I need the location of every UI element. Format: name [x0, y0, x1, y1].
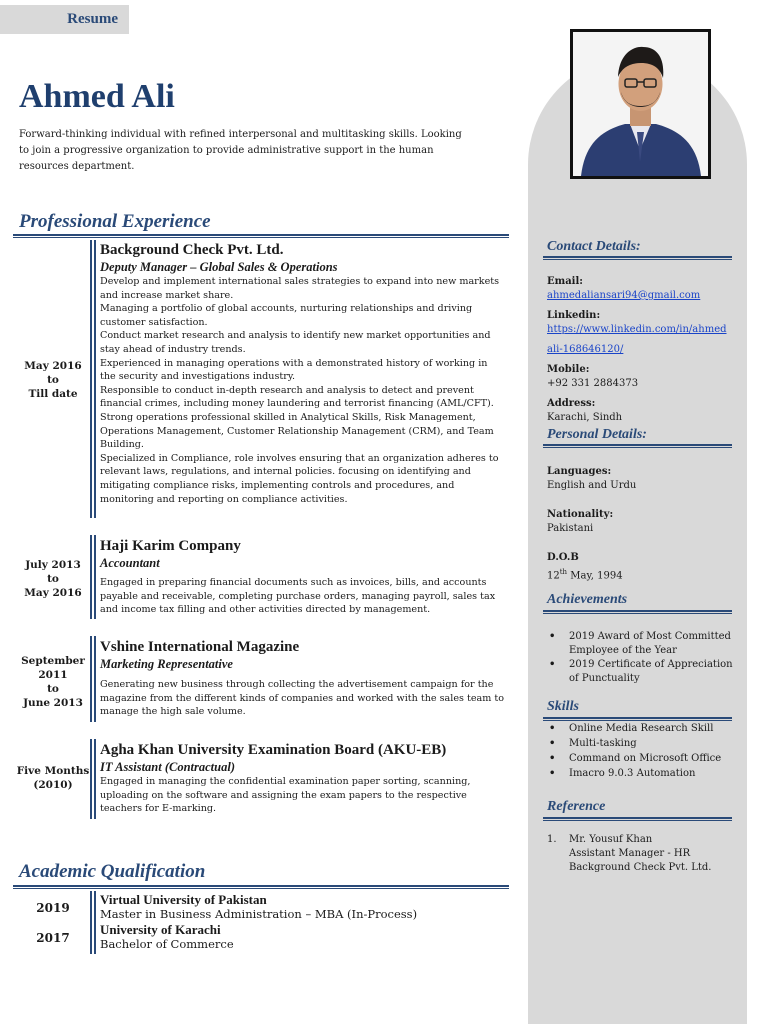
job-entry	[0, 739, 510, 819]
personal-title: Personal Details:	[547, 427, 647, 442]
summary: Forward-thinking individual with refined interpersonal and multitasking skills. Looking to join a progressive organization to provide administrative support in the human resources department.	[19, 129, 462, 172]
desc-line: Conduct market research and analysis to identify new market opportunities and stay ahead of industry trends.	[100, 330, 491, 355]
profile-photo	[570, 29, 711, 179]
desc-line: Strong operations professional skilled in Analytical Skills, Risk Management, Operations Management, Customer Relationship Management (CRM), and Team Building.	[100, 411, 494, 451]
achievement-item: • 2019 Award of Most Committed Employee of the Year	[547, 630, 737, 658]
reference-list	[547, 833, 737, 875]
contact-divider	[543, 256, 732, 260]
languages-value: English and Urdu	[547, 480, 637, 491]
address-label: Address:	[547, 398, 596, 409]
job-dates	[14, 764, 92, 792]
desc-line: Develop and implement international sales strategies to expand into new markets and increase market share.	[100, 276, 500, 301]
reference-title: Reference	[547, 799, 606, 814]
email-label: Email:	[547, 276, 583, 287]
experience-title: Professional Experience	[19, 211, 211, 232]
skills-title: Skills	[547, 699, 579, 714]
mobile-label: Mobile:	[547, 364, 590, 375]
company-name: Haji Karim Company	[100, 538, 241, 554]
date-from: May 2016	[24, 360, 82, 372]
personal-details	[547, 465, 737, 583]
candidate-name: Ahmed Ali	[19, 78, 175, 115]
job-entry	[0, 240, 510, 518]
job-rule	[90, 240, 96, 518]
job-rule	[90, 636, 96, 722]
company-name: Vshine International Magazine	[100, 639, 300, 655]
job-body	[100, 241, 505, 506]
job-body	[100, 537, 505, 617]
resume-tab	[0, 5, 129, 34]
job-body	[100, 638, 505, 719]
dob-value	[547, 565, 737, 583]
job-rule	[90, 739, 96, 819]
desc-line: Specialized in Compliance, role involves ensuring that an organization adheres to relevant laws, regulations, and internal policies. focusing on identifying and mitigating compliance risks, implementing controls and procedures, and monitoring and reporting on compliance activities.	[100, 452, 499, 505]
desc-line: Engaged in preparing financial documents such as invoices, bills, and accounts payable and receivable, completing purchase orders, managing payroll, sales tax and income tax filling and other activities directed by management.	[100, 577, 496, 616]
date-from: September 2011	[21, 655, 85, 681]
date-sep: to	[47, 374, 59, 386]
linkedin-link-cont[interactable]: ali-168646120/	[547, 344, 624, 355]
job-role: IT Assistant (Contractual)	[100, 760, 235, 774]
job-role: Marketing Representative	[100, 657, 233, 671]
skill-item: • Multi-tasking	[547, 737, 737, 751]
skill-item: • Imacro 9.0.3 Automation	[547, 767, 737, 781]
skill-item: • Online Media Research Skill	[547, 722, 737, 736]
education-entry	[100, 892, 505, 922]
address-value: Karachi, Sindh	[547, 412, 623, 423]
mobile-value: +92 331 2884373	[547, 378, 639, 389]
desc-line: Generating new business through collecting the advertisement campaign for the magazine from the different kinds of companies and worked with the sales team to manage the high sale volume.	[100, 679, 504, 718]
education-block	[0, 891, 510, 954]
linkedin-label: Linkedin:	[547, 310, 601, 321]
education-year: 2017	[36, 931, 70, 945]
experience-divider	[13, 234, 509, 238]
personal-divider	[543, 444, 732, 448]
job-role: Deputy Manager – Global Sales & Operations	[100, 260, 338, 274]
nationality-label: Nationality:	[547, 509, 614, 520]
reference-divider	[543, 817, 732, 821]
job-description	[100, 678, 505, 719]
reference-name: Mr. Yousuf Khan	[569, 834, 653, 845]
person-photo-icon	[573, 32, 708, 176]
dob-label: D.O.B	[547, 552, 579, 563]
job-description	[100, 775, 505, 816]
languages-label: Languages:	[547, 466, 612, 477]
skills-list	[547, 722, 737, 782]
reference-position: Assistant Manager - HR	[569, 848, 691, 859]
degree-name: Master in Business Administration – MBA (In-Process)	[100, 907, 418, 921]
job-dates	[14, 558, 92, 600]
reference-entry	[547, 833, 737, 875]
education-year: 2019	[36, 901, 70, 915]
date-from: Five Months	[16, 765, 90, 777]
date-sep: to	[47, 683, 59, 695]
achievements-divider	[543, 610, 732, 614]
date-to: June 2013	[23, 697, 83, 709]
achievements-title: Achievements	[547, 592, 628, 607]
dob-rest: May, 1994	[567, 570, 623, 582]
email-link[interactable]: ahmedaliansari94@gmail.com	[547, 290, 701, 301]
education-divider	[13, 885, 509, 889]
job-rule	[90, 535, 96, 619]
institution-name: University of Karachi	[100, 922, 221, 937]
company-name: Background Check Pvt. Ltd.	[100, 242, 284, 258]
resume-tab-label: Resume	[67, 11, 118, 27]
skill-item: • Command on Microsoft Office	[547, 752, 737, 766]
job-role: Accountant	[100, 556, 160, 570]
institution-name: Virtual University of Pakistan	[100, 892, 267, 907]
job-description	[100, 275, 505, 506]
skills-divider	[543, 717, 732, 721]
company-name: Agha Khan University Examination Board (AKU-EB)	[100, 742, 447, 758]
date-sep: to	[47, 573, 59, 585]
education-entry	[100, 922, 505, 952]
nationality-value: Pakistani	[547, 523, 594, 534]
degree-name: Bachelor of Commerce	[100, 937, 234, 951]
desc-line: Managing a portfolio of global accounts, nurturing relationships and driving customer satisfaction.	[100, 303, 473, 328]
contact-details	[547, 275, 737, 425]
date-to: (2010)	[33, 779, 73, 791]
reference-number: 1.	[547, 834, 557, 845]
dob-suffix: th	[559, 568, 568, 576]
job-dates	[14, 359, 92, 401]
date-from: July 2013	[25, 559, 81, 571]
job-dates	[14, 654, 92, 710]
linkedin-link[interactable]: https://www.linkedin.com/in/ahmed	[547, 324, 727, 335]
job-body	[100, 741, 505, 816]
date-to: May 2016	[24, 587, 82, 599]
reference-company: Background Check Pvt. Ltd.	[569, 862, 712, 873]
achievements-list	[547, 630, 737, 686]
job-entry	[0, 636, 510, 722]
job-entry	[0, 535, 510, 619]
desc-line: Engaged in managing the confidential examination paper sorting, scanning, uploading on the software and assigning the exam papers to the respective teachers for E-marking.	[100, 776, 471, 815]
date-to: Till date	[28, 388, 78, 400]
job-description	[100, 576, 505, 617]
achievement-item: • 2019 Certificate of Appreciation of Punctuality	[547, 658, 737, 686]
desc-line: Responsible to conduct in-depth research and analysis to detect and prevent financial crimes, including money laundering and terrorist financing (AML/CFT).	[100, 384, 494, 410]
dob-day: 12	[547, 570, 560, 582]
desc-line: Experienced in managing operations with a demonstrated history of working in the security and investigations industry.	[100, 357, 488, 383]
education-title: Academic Qualification	[19, 861, 206, 882]
contact-title: Contact Details:	[547, 239, 641, 254]
